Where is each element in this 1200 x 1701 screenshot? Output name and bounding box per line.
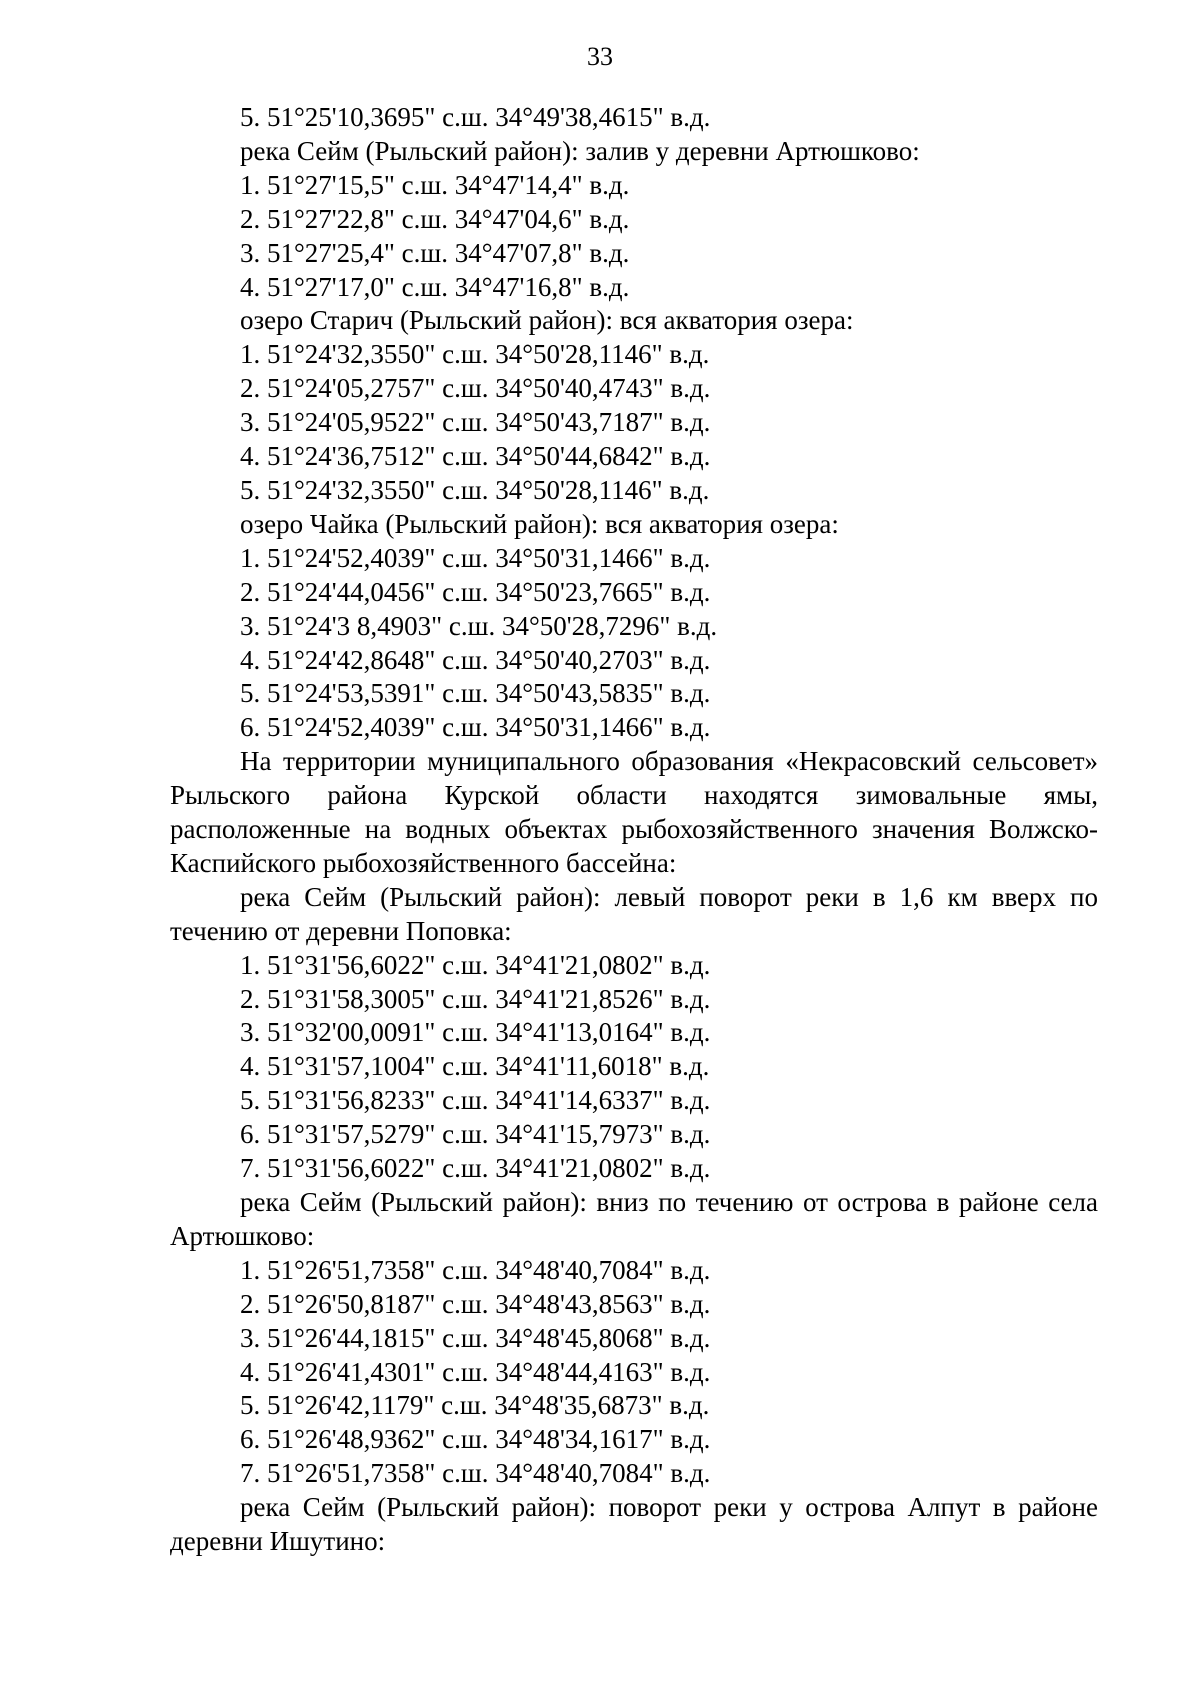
coordinate-line: 4. 51°26'41,4301" с.ш. 34°48'44,4163" в.д. — [240, 1356, 711, 1387]
coordinate-line: 1. 51°26'51,7358" с.ш. 34°48'40,7084" в.д. — [240, 1254, 711, 1285]
coordinate-line: 5. 51°24'32,3550" с.ш. 34°50'28,1146" в.д. — [240, 474, 710, 505]
water-body-heading: река Сейм (Рыльский район): левый поворот реки в 1,6 км вверх по течению от деревни Поповка: — [170, 881, 1098, 946]
coordinate-line: 5. 51°26'42,1179" с.ш. 34°48'35,6873" в.д. — [240, 1390, 710, 1421]
coordinate-line: 2. 51°24'05,2757" с.ш. 34°50'40,4743" в.д. — [240, 373, 711, 404]
coordinate-line: 2. 51°26'50,8187" с.ш. 34°48'43,8563" в.д. — [240, 1288, 711, 1319]
coordinate-line: 5. 51°25'10,3695" с.ш. 34°49'38,4615" в.д. — [240, 102, 711, 132]
body-paragraph: На территории муниципального образования «Некрасовский сельсовет» Рыльского района Курской области находятся зимовальные ямы, расположенные на водных объектах рыбохозяйственного значения Волжско-Каспийского рыбохозяйственного бассейна: — [170, 746, 1098, 878]
document-body — [170, 101, 1098, 1559]
coordinate-line: 2. 51°27'22,8" с.ш. 34°47'04,6" в.д. — [240, 203, 630, 234]
coordinate-line: 4. 51°24'42,8648" с.ш. 34°50'40,2703" в.д. — [240, 644, 711, 675]
coordinate-line: 1. 51°27'15,5" с.ш. 34°47'14,4" в.д. — [240, 169, 630, 200]
coordinate-line: 4. 51°27'17,0" с.ш. 34°47'16,8" в.д. — [240, 271, 630, 302]
coordinate-line: 5. 51°31'56,8233" с.ш. 34°41'14,6337" в.д. — [240, 1085, 711, 1116]
coordinate-line: 3. 51°26'44,1815" с.ш. 34°48'45,8068" в.д. — [240, 1322, 711, 1353]
coordinate-line: 3. 51°24'3 8,4903" с.ш. 34°50'28,7296" в.д. — [240, 610, 718, 641]
water-body-heading: река Сейм (Рыльский район): поворот реки у острова Алпут в районе деревни Ишутино: — [170, 1492, 1098, 1557]
coordinate-line: 1. 51°24'32,3550" с.ш. 34°50'28,1146" в.д. — [240, 339, 710, 370]
coordinate-line: 3. 51°24'05,9522" с.ш. 34°50'43,7187" в.д. — [240, 407, 711, 438]
coordinate-line: 2. 51°24'44,0456" с.ш. 34°50'23,7665" в.д. — [240, 576, 711, 607]
water-body-heading: река Сейм (Рыльский район): вниз по течению от острова в районе села Артюшково: — [170, 1187, 1098, 1251]
coordinate-line: 1. 51°31'56,6022" с.ш. 34°41'21,0802" в.д. — [240, 949, 711, 980]
coordinate-line: 4. 51°24'36,7512" с.ш. 34°50'44,6842" в.д. — [240, 441, 711, 472]
coordinate-line: 7. 51°26'51,7358" с.ш. 34°48'40,7084" в.д. — [240, 1458, 711, 1489]
coordinate-line: 6. 51°24'52,4039" с.ш. 34°50'31,1466" в.д. — [240, 712, 711, 743]
coordinate-line: 4. 51°31'57,1004" с.ш. 34°41'11,6018" в.д. — [240, 1051, 710, 1082]
page-number: 33 — [587, 42, 613, 71]
coordinate-line: 3. 51°27'25,4" с.ш. 34°47'07,8" в.д. — [240, 237, 630, 268]
coordinate-line: 2. 51°31'58,3005" с.ш. 34°41'21,8526" в.д. — [240, 983, 711, 1014]
coordinate-line: 7. 51°31'56,6022" с.ш. 34°41'21,0802" в.д. — [240, 1153, 711, 1184]
water-body-heading: река Сейм (Рыльский район): залив у деревни Артюшково: — [240, 135, 920, 166]
coordinate-line: 5. 51°24'53,5391" с.ш. 34°50'43,5835" в.д. — [240, 678, 711, 709]
coordinate-line: 6. 51°26'48,9362" с.ш. 34°48'34,1617" в.д. — [240, 1424, 711, 1455]
coordinate-line: 3. 51°32'00,0091" с.ш. 34°41'13,0164" в.д. — [240, 1017, 711, 1048]
coordinate-line: 1. 51°24'52,4039" с.ш. 34°50'31,1466" в.д. — [240, 542, 711, 573]
coordinate-line: 6. 51°31'57,5279" с.ш. 34°41'15,7973" в.д. — [240, 1119, 711, 1150]
water-body-heading: озеро Чайка (Рыльский район): вся акватория озера: — [240, 508, 839, 539]
water-body-heading: озеро Старич (Рыльский район): вся акватория озера: — [240, 305, 854, 336]
